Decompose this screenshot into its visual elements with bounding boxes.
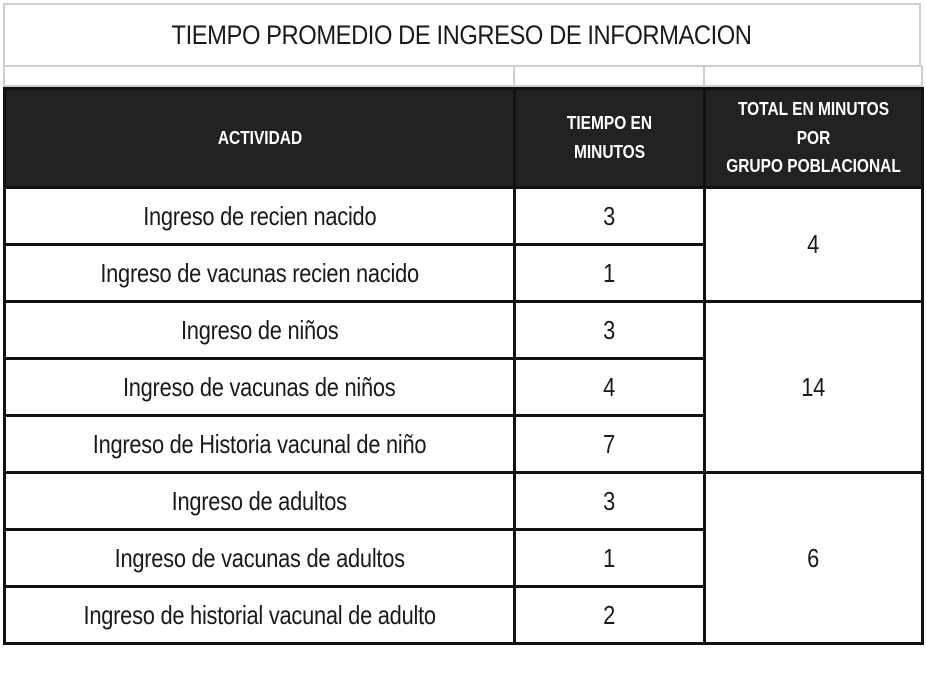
data-table [3,87,924,645]
table-row [5,473,923,530]
header-total [705,89,923,188]
activity-cell: Ingreso de adultos [5,473,515,530]
activity-cell: Ingreso de niños [5,302,515,359]
table-title: TIEMPO PROMEDIO DE INGRESO DE INFORMACION [172,19,752,50]
table-row [5,302,923,359]
minutes-cell: 1 [515,245,705,302]
activity-cell: Ingreso de vacunas recien nacido [5,245,515,302]
group-total-cell: 14 [705,302,923,473]
header-row [5,89,923,188]
activity-cell: Ingreso de recien nacido [5,188,515,245]
activity-cell: Ingreso de historial vacunal de adulto [5,587,515,644]
header-activity: ACTIVIDAD [5,89,515,188]
activity-cell: Ingreso de Historia vacunal de niño [5,416,515,473]
minutes-cell: 4 [515,359,705,416]
header-total-line1: TOTAL EN MINUTOS POR [737,98,890,148]
minutes-cell: 2 [515,587,705,644]
empty-cell [513,65,705,87]
minutes-cell: 7 [515,416,705,473]
empty-spacer-row [3,65,921,87]
minutes-cell: 1 [515,530,705,587]
activity-cell: Ingreso de vacunas de niños [5,359,515,416]
minutes-cell: 3 [515,473,705,530]
table-row [5,188,923,245]
group-total-cell: 4 [705,188,923,302]
minutes-cell: 3 [515,188,705,245]
activity-cell: Ingreso de vacunas de adultos [5,530,515,587]
table-title-cell [3,3,921,65]
spreadsheet-table [3,3,921,645]
minutes-cell: 3 [515,302,705,359]
group-total-cell: 6 [705,473,923,644]
header-time: TIEMPO EN MINUTOS [515,89,705,188]
empty-cell [3,65,515,87]
header-total-line2: GRUPO POBLACIONAL [726,156,901,177]
empty-cell [703,65,923,87]
